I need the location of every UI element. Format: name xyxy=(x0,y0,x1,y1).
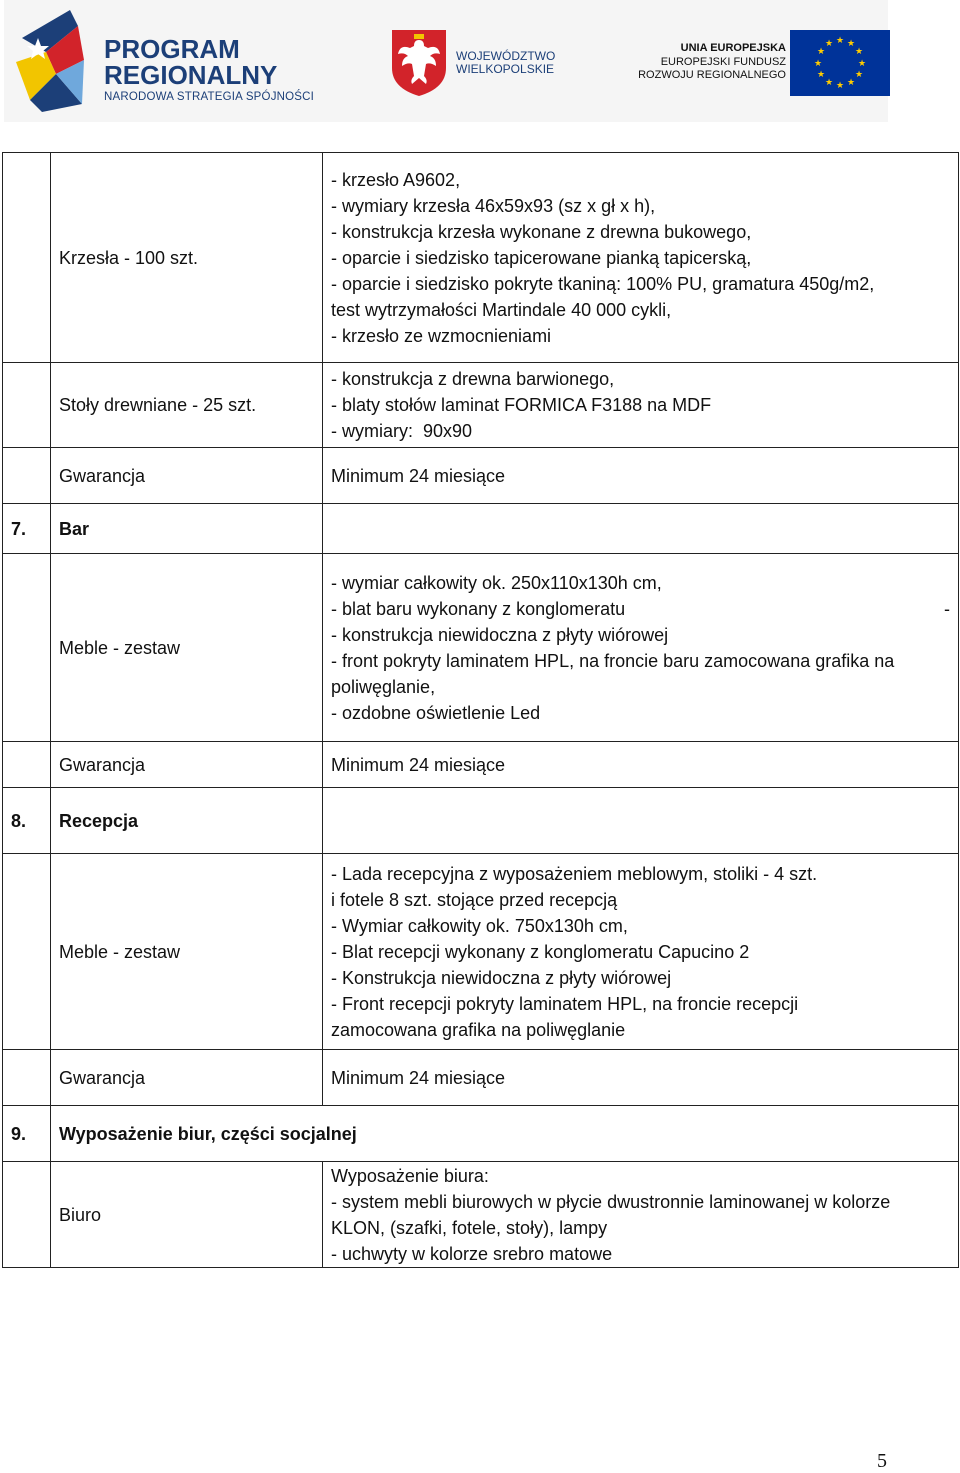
svg-text:★: ★ xyxy=(835,36,845,46)
svg-text:★: ★ xyxy=(816,47,826,57)
warranty-label: Gwarancja xyxy=(51,1050,323,1106)
warranty-label: Gwarancja xyxy=(51,742,323,788)
svg-text:★: ★ xyxy=(824,39,834,49)
item-label-recepcja-meble: Meble - zestaw xyxy=(51,854,323,1050)
description-line: - oparcie i siedzisko pokryte tkaniną: 100% PU, gramatura 450g/m2, xyxy=(331,273,875,294)
description-line-right: - xyxy=(944,598,950,619)
section-number: 8. xyxy=(3,788,51,854)
description-line: - Blat recepcji wykonany z konglomeratu Capucino 2 xyxy=(331,941,750,962)
description-line: i fotele 8 szt. stojące przed recepcją xyxy=(331,889,618,910)
section-title: Wyposażenie biur, części socjalnej xyxy=(51,1106,959,1162)
empty-cell xyxy=(3,363,51,448)
empty-cell xyxy=(323,788,959,854)
fundusz-label: EUROPEJSKI FUNDUSZ xyxy=(660,55,786,68)
description-line: - konstrukcja krzesła wykonane z drewna bukowego, xyxy=(331,221,752,242)
page-number: 5 xyxy=(877,1450,887,1472)
description-line: - Lada recepcyjna z wyposażeniem meblowym, stoliki - 4 szt. xyxy=(331,863,818,884)
wielkopolska-text xyxy=(456,50,555,76)
item-description-krzesla xyxy=(323,153,959,363)
table-row xyxy=(3,742,959,788)
wielkopolska-eagle-shield-icon xyxy=(390,28,448,98)
warranty-label: Gwarancja xyxy=(51,448,323,504)
rozwoju-label: ROZWOJU REGIONALNEGO xyxy=(638,69,786,81)
eu-flag-icon xyxy=(790,30,890,96)
warranty-value: Minimum 24 miesiące xyxy=(323,448,959,504)
section-number: 7. xyxy=(3,504,51,554)
section-header-row xyxy=(3,788,959,854)
specification-table xyxy=(2,152,959,1268)
item-label-bar-meble: Meble - zestaw xyxy=(51,554,323,742)
regionalny-label: REGIONALNY xyxy=(104,60,278,90)
section-title: Recepcja xyxy=(51,788,323,854)
empty-cell xyxy=(3,448,51,504)
item-description-recepcja-meble xyxy=(323,854,959,1050)
description-line: zamocowana grafika na poliwęglanie xyxy=(331,1019,626,1040)
empty-cell xyxy=(3,742,51,788)
description-line: - system mebli biurowych w płycie dwustronnie laminowanej w kolorze xyxy=(331,1191,891,1212)
warranty-value: Minimum 24 miesiące xyxy=(323,742,959,788)
section-header-row xyxy=(3,1106,959,1162)
section-title: Bar xyxy=(51,504,323,554)
eu-fund-text xyxy=(610,42,786,83)
svg-text:★: ★ xyxy=(857,59,867,69)
empty-cell xyxy=(3,554,51,742)
description-line: - krzesło A9602, xyxy=(331,169,461,190)
description-line: KLON, (szafki, fotele, stoły), lampy xyxy=(331,1217,608,1238)
svg-text:★: ★ xyxy=(846,78,856,88)
item-description-biuro xyxy=(323,1162,959,1268)
description-line: - konstrukcja niewidoczna z płyty wiórowej xyxy=(331,624,669,645)
table-row xyxy=(3,1162,959,1268)
description-line-left: - blat baru wykonany z konglomeratu xyxy=(331,598,626,619)
description-line: - wymiary krzesła 46x59x93 (sz x gł x h), xyxy=(331,195,656,216)
description-line: Wyposażenie biura: xyxy=(331,1165,489,1186)
empty-cell xyxy=(3,1162,51,1268)
section-number: 9. xyxy=(3,1106,51,1162)
item-label-biuro: Biuro xyxy=(51,1162,323,1268)
description-line: test wytrzymałości Martindale 40 000 cykli, xyxy=(331,299,672,320)
description-line: poliwęglanie, xyxy=(331,676,436,697)
description-line: - wymiar całkowity ok. 250x110x130h cm, xyxy=(331,572,662,593)
svg-text:★: ★ xyxy=(824,78,834,88)
empty-cell xyxy=(3,854,51,1050)
table-row xyxy=(3,554,959,742)
warranty-value: Minimum 24 miesiące xyxy=(323,1050,959,1106)
table-row xyxy=(3,448,959,504)
svg-text:★: ★ xyxy=(846,39,856,49)
description-line: - Konstrukcja niewidoczna z płyty wiórowej xyxy=(331,967,672,988)
program-label: PROGRAM xyxy=(104,34,240,64)
svg-text:★: ★ xyxy=(835,81,845,91)
wielkopolskie-label: WIELKOPOLSKIE xyxy=(456,62,555,76)
wojewodztwo-label: WOJEWÓDZTWO xyxy=(456,49,556,63)
description-line: - Front recepcji pokryty laminatem HPL, na froncie recepcji xyxy=(331,993,799,1014)
section-header-row xyxy=(3,504,959,554)
svg-text:★: ★ xyxy=(816,70,826,80)
svg-text:★: ★ xyxy=(854,70,864,80)
description-line xyxy=(331,596,950,622)
description-line: - konstrukcja z drewna barwionego, xyxy=(331,369,615,389)
svg-text:★: ★ xyxy=(813,59,823,69)
table-row xyxy=(3,854,959,1050)
description-line: - uchwyty w kolorze srebro matowe xyxy=(331,1243,613,1264)
program-regionalny-logo-icon xyxy=(12,8,88,112)
description-line: - krzesło ze wzmocnieniami xyxy=(331,325,552,346)
item-label-stoly: Stoły drewniane - 25 szt. xyxy=(51,363,323,448)
description-line: - ozdobne oświetlenie Led xyxy=(331,702,541,723)
table-row xyxy=(3,153,959,363)
description-line: - blaty stołów laminat FORMICA F3188 na MDF xyxy=(331,395,712,415)
description-line: - Wymiar całkowity ok. 750x130h cm, xyxy=(331,915,628,936)
item-description-stoly xyxy=(323,363,959,448)
empty-cell xyxy=(3,1050,51,1106)
item-description-bar-meble xyxy=(323,554,959,742)
description-line: - wymiary: 90x90 xyxy=(331,421,473,441)
svg-text:★: ★ xyxy=(854,47,864,57)
logo-header xyxy=(4,0,888,122)
empty-cell xyxy=(323,504,959,554)
program-regionalny-text xyxy=(104,36,314,103)
strategia-label: NARODOWA STRATEGIA SPÓJNOŚCI xyxy=(104,91,315,103)
description-line: - oparcie i siedzisko tapicerowane pianką tapicerską, xyxy=(331,247,752,268)
unia-europejska-label: UNIA EUROPEJSKA xyxy=(680,42,786,54)
table-row xyxy=(3,363,959,448)
empty-cell xyxy=(3,153,51,363)
table-row xyxy=(3,1050,959,1106)
description-line: - front pokryty laminatem HPL, na froncie baru zamocowana grafika na xyxy=(331,650,895,671)
item-label-krzesla: Krzesła - 100 szt. xyxy=(51,153,323,363)
